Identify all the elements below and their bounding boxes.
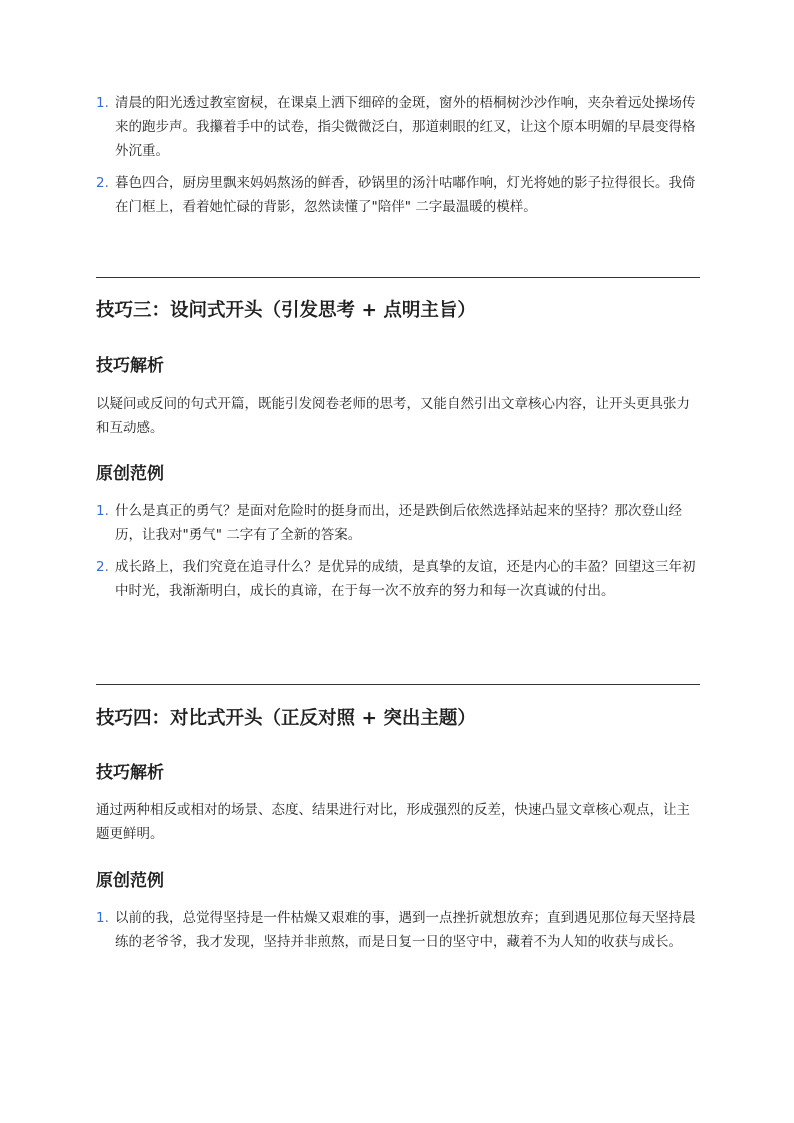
list-item xyxy=(96,91,700,163)
list-number: 1. xyxy=(96,95,109,111)
section3-examples-block xyxy=(96,499,700,611)
list-item-text: 清晨的阳光透过教室窗棂，在课桌上洒下细碎的金斑，窗外的梧桐树沙沙作响，夹杂着远处操场传来的跑步声。我攥着手中的试卷，指尖微微泛白，那道刺眼的红叉，让这个原本明媚的早晨变得格外沉重。 xyxy=(115,95,696,159)
section-divider xyxy=(96,684,700,685)
section-title: 技巧四：对比式开头（正反对照 + 突出主题） xyxy=(96,708,476,729)
list-item xyxy=(96,171,700,219)
intro-examples-block xyxy=(96,91,700,227)
examples-list xyxy=(96,906,700,954)
list-number: 1. xyxy=(96,503,109,519)
list-item xyxy=(96,906,700,954)
analysis-heading: 技巧解析 xyxy=(96,763,164,783)
list-item-text: 暮色四合，厨房里飘来妈妈熬汤的鲜香，砂锅里的汤汁咕嘟作响，灯光将她的影子拉得很长。我倚在门框上，看着她忙碌的背影，忽然读懂了"陪伴" 二字最温暖的模样。 xyxy=(115,175,696,215)
section4-examples-block xyxy=(96,906,700,962)
analysis-heading: 技巧解析 xyxy=(96,356,164,376)
examples-heading: 原创范例 xyxy=(96,464,164,484)
list-number: 1. xyxy=(96,910,109,926)
analysis-text: 以疑问或反问的句式开篇，既能引发阅卷老师的思考，又能自然引出文章核心内容，让开头更具张力和互动感。 xyxy=(96,396,690,436)
section-title: 技巧三：设问式开头（引发思考 + 点明主旨） xyxy=(96,300,476,321)
list-number: 2. xyxy=(96,175,109,191)
list-item-text: 什么是真正的勇气？是面对危险时的挺身而出，还是跌倒后依然选择站起来的坚持？那次登山经历，让我对"勇气" 二字有了全新的答案。 xyxy=(115,503,682,543)
examples-list xyxy=(96,499,700,603)
section-divider xyxy=(96,277,700,278)
examples-heading: 原创范例 xyxy=(96,871,164,891)
list-item xyxy=(96,499,700,547)
list-item-text: 以前的我，总觉得坚持是一件枯燥又艰难的事，遇到一点挫折就想放弃；直到遇见那位每天坚持晨练的老爷爷，我才发现，坚持并非煎熬，而是日复一日的坚守中，藏着不为人知的收获与成长。 xyxy=(115,910,696,950)
list-number: 2. xyxy=(96,559,109,575)
analysis-text: 通过两种相反或相对的场景、态度、结果进行对比，形成强烈的反差，快速凸显文章核心观点，让主题更鲜明。 xyxy=(96,802,690,842)
list-item xyxy=(96,555,700,603)
list-item-text: 成长路上，我们究竟在追寻什么？是优异的成绩，是真挚的友谊，还是内心的丰盈？回望这三年初中时光，我渐渐明白，成长的真谛，在于每一次不放弃的努力和每一次真诚的付出。 xyxy=(115,559,696,599)
intro-examples-list xyxy=(96,91,700,219)
